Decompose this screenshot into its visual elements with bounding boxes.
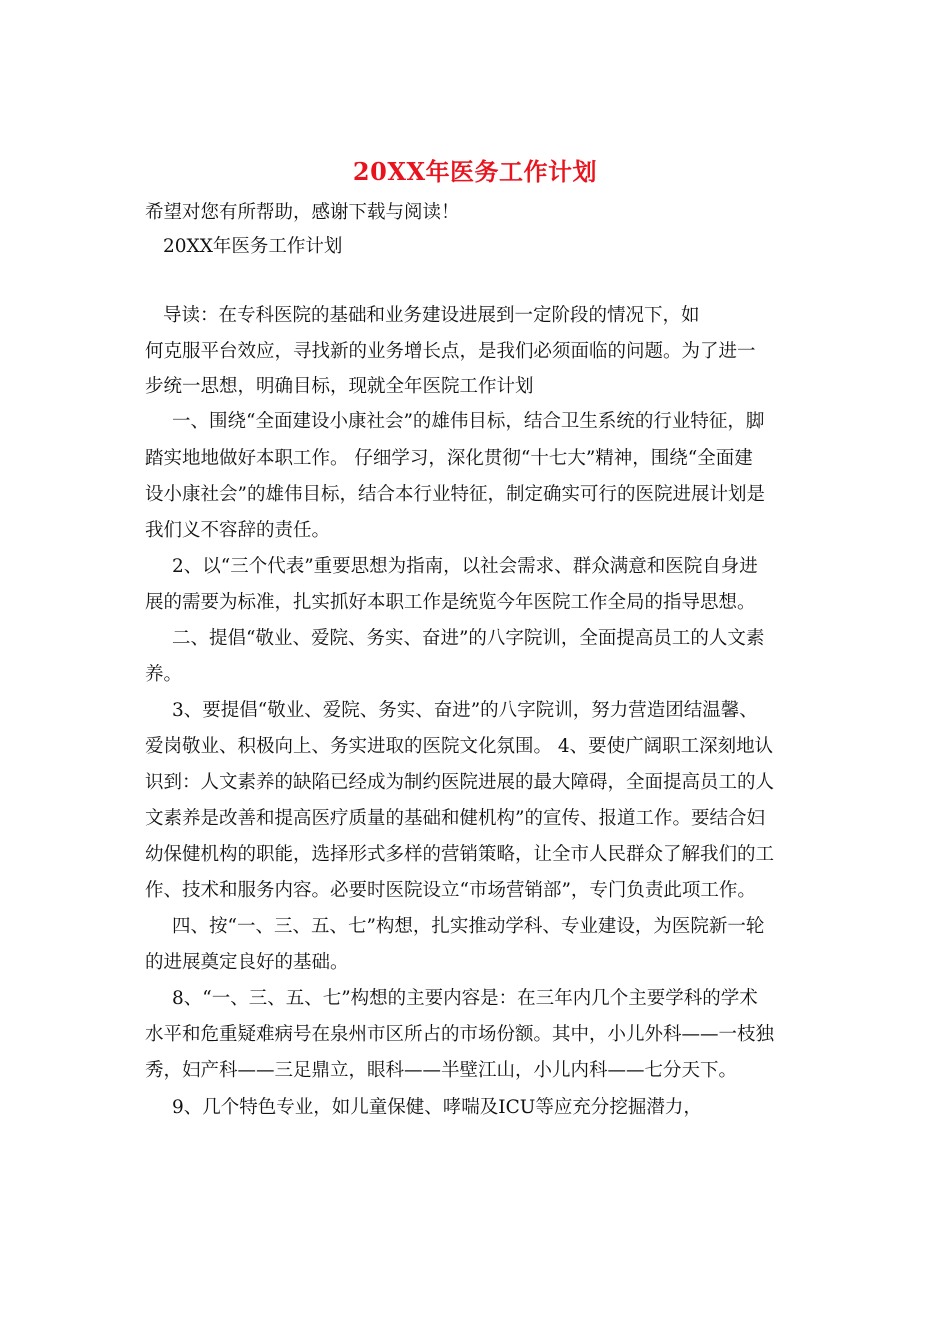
body-line: 20XX年医务工作计划 — [163, 236, 343, 257]
body-line: 二、提倡“敬业、爱院、务实、奋进”的八字院训，全面提高员工的人文素 — [172, 628, 765, 649]
body-line: 幼保健机构的职能，选择形式多样的营销策略，让全市人民群众了解我们的工 — [145, 844, 775, 865]
body-line: 水平和危重疑难病号在泉州市区所占的市场份额。其中，小儿外科——一枝独 — [145, 1024, 775, 1045]
body-line: 四、按“一、三、五、七”构想，扎实推动学科、专业建设，为医院新一轮 — [172, 916, 765, 937]
body-line: 8、“一、三、五、七”构想的主要内容是：在三年内几个主要学科的学术 — [172, 988, 758, 1009]
body-line: 一、围绕“全面建设小康社会”的雄伟目标，结合卫生系统的行业特征，脚 — [172, 411, 765, 432]
body-line: 步统一思想，明确目标，现就全年医院工作计划 — [145, 376, 534, 397]
body-line: 的进展奠定良好的基础。 — [145, 952, 349, 973]
body-line: 3、要提倡“敬业、爱院、务实、奋进”的八字院训，努力营造团结温馨、 — [172, 700, 758, 721]
body-line: 养。 — [145, 664, 183, 685]
document-title: 20XX年医务工作计划 — [352, 157, 598, 186]
body-line: 何克服平台效应，寻找新的业务增长点，是我们必须面临的问题。为了进一 — [145, 341, 756, 362]
body-line: 踏实地地做好本职工作。 仔细学习，深化贯彻“十七大”精神，围绕“全面建 — [145, 448, 753, 469]
body-line: 文素养是改善和提高医疗质量的基础和健机构”的宣传、报道工作。要结合妇 — [145, 808, 765, 829]
body-line: 9、几个特色专业，如儿童保健、哮喘及ICU等应充分挖掘潜力， — [172, 1097, 702, 1118]
body-line: 导读：在专科医院的基础和业务建设进展到一定阶段的情况下，如 — [163, 305, 700, 326]
body-line: 作、技术和服务内容。必要时医院设立“市场营销部”，专门负责此项工作。 — [145, 880, 756, 901]
body-line: 我们义不容辞的责任。 — [145, 520, 331, 541]
body-line: 爱岗敬业、积极向上、务实进取的医院文化氛围。 4、要使广阔职工深刻地认 — [145, 736, 774, 757]
body-line: 希望对您有所帮助，感谢下载与阅读！ — [145, 202, 460, 223]
body-line: 设小康社会”的雄伟目标，结合本行业特征，制定确实可行的医院进展计划是 — [145, 484, 765, 505]
body-line: 识到：人文素养的缺陷已经成为制约医院进展的最大障碍，全面提高员工的人 — [145, 772, 775, 793]
body-line: 2、以“三个代表”重要思想为指南，以社会需求、群众满意和医院自身进 — [172, 556, 758, 577]
body-line: 展的需要为标准，扎实抓好本职工作是统览今年医院工作全局的指导思想。 — [145, 592, 756, 613]
body-line: 秀，妇产科——三足鼎立，眼科——半壁江山，小儿内科——七分天下。 — [145, 1060, 738, 1081]
